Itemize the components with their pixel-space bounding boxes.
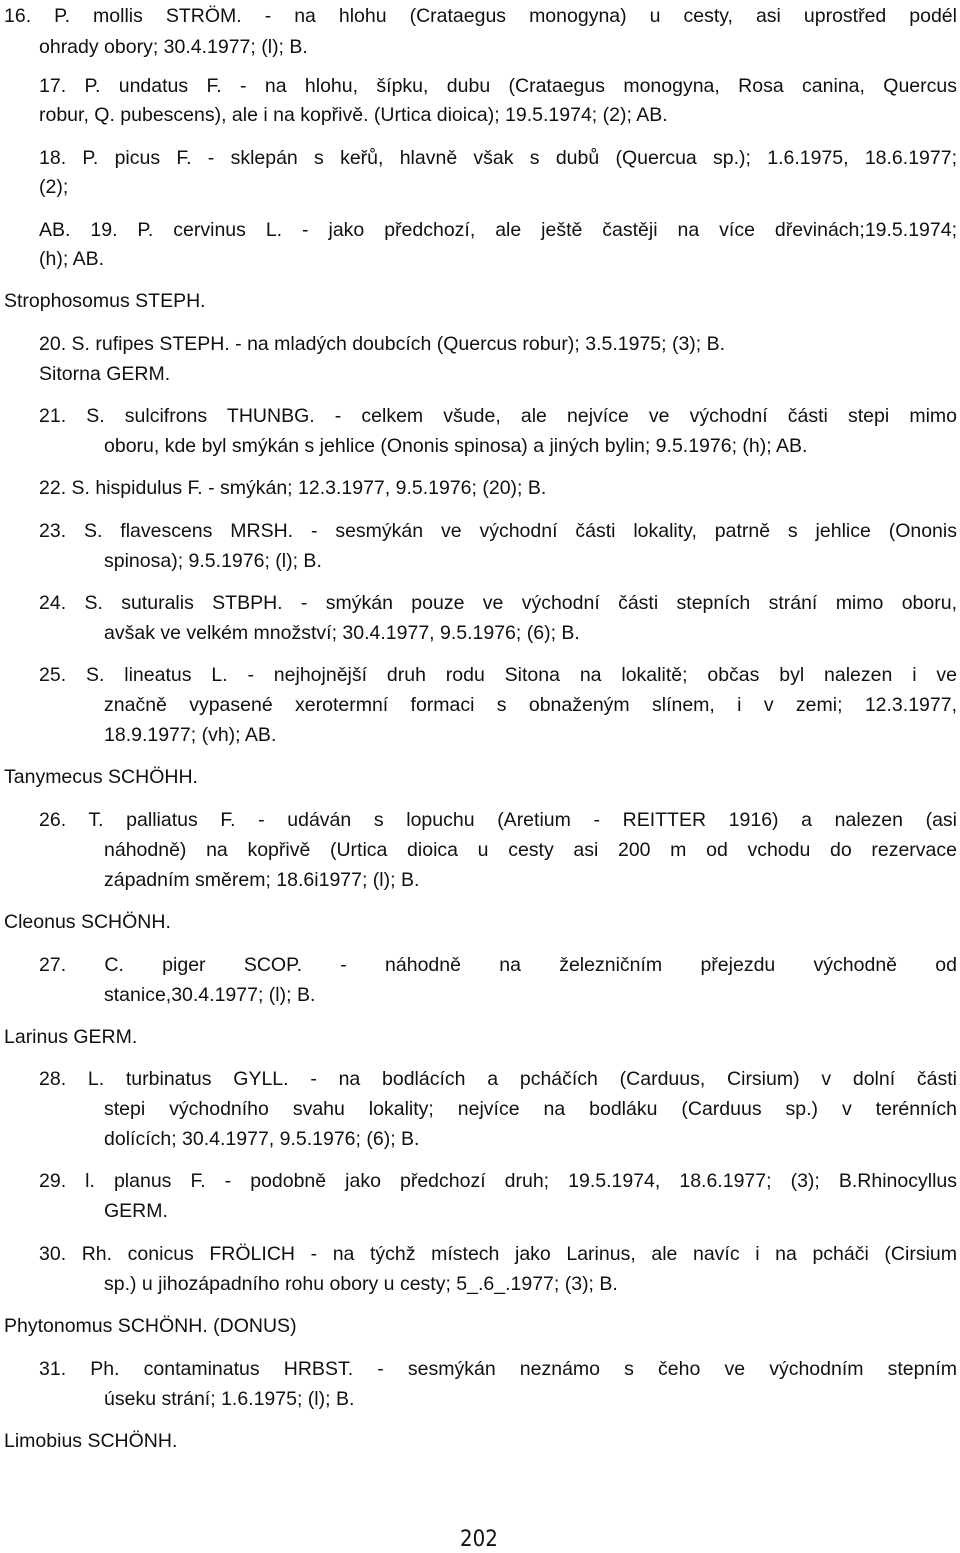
text-line: avšak ve velkém množství; 30.4.1977, 9.5.1976; (6); B. — [104, 622, 580, 644]
genus-heading: Strophosomus STEPH. — [4, 290, 206, 312]
text-line: oboru, kde byl smýkán s jehlice (Ononis spinosa) a jiných bylin; 9.5.1976; (h); AB. — [104, 435, 808, 457]
text-line: dolících; 30.4.1977, 9.5.1976; (6); B. — [104, 1128, 420, 1150]
text-line: GERM. — [104, 1200, 168, 1222]
text-line: náhodně) na kopřivě (Urtica dioica u cesty asi 200 m od vchodu do rezervace — [104, 839, 957, 861]
text-line: (2); — [39, 176, 69, 198]
text-line: 20. S. rufipes STEPH. - na mladých doubcích (Quercus robur); 3.5.1975; (3); B. — [39, 333, 726, 355]
genus-heading: Tanymecus SCHÖHH. — [4, 766, 198, 788]
text-line: 24. S. suturalis STBPH. - smýkán pouze ve východní části stepních strání mimo oboru, — [39, 592, 957, 614]
text-line: 18. P. picus F. - sklepán s keřů, hlavně však s dubů (Quercua sp.); 1.6.1975, 18.6.1977; — [39, 147, 957, 169]
genus-heading: Limobius SCHÖNH. — [4, 1430, 178, 1452]
text-line: 16. P. mollis STRÖM. - na hlohu (Crataegus monogyna) u cesty, asi uprostřed podél — [4, 5, 957, 27]
text-line: značně vypasené xerotermní formaci s obnaženým slínem, i v zemi; 12.3.1977, — [104, 694, 957, 716]
text-line: AB. 19. P. cervinus L. - jako předchozí, ale ještě častěji na více dřevinách;19.5.1974; — [39, 219, 957, 241]
text-line: sp.) u jihozápadního rohu obory u cesty; 5_.6_.1977; (3); B. — [104, 1273, 618, 1295]
text-line: 21. S. sulcifrons THUNBG. - celkem všude, ale nejvíce ve východní části stepi mimo — [39, 405, 957, 427]
text-line: 22. S. hispidulus F. - smýkán; 12.3.1977, 9.5.1976; (20); B. — [39, 477, 547, 499]
genus-heading: Larinus GERM. — [4, 1026, 138, 1048]
text-line: 17. P. undatus F. - na hlohu, šípku, dubu (Crataegus monogyna, Rosa canina, Quercus — [39, 75, 957, 97]
text-line: 25. S. lineatus L. - nejhojnější druh rodu Sitona na lokalitě; občas byl nalezen i ve — [39, 664, 957, 686]
text-line: úseku strání; 1.6.1975; (l); B. — [104, 1388, 355, 1410]
text-line: 29. l. planus F. - podobně jako předchozí druh; 19.5.1974, 18.6.1977; (3); B.Rhinocyllus — [39, 1170, 957, 1192]
text-line: 27. C. piger SCOP. - náhodně na železničním přejezdu východně od — [39, 954, 957, 976]
genus-heading: Sitorna GERM. — [39, 363, 171, 385]
page-number: 202 — [460, 1527, 498, 1552]
text-line: stanice,30.4.1977; (l); B. — [104, 984, 316, 1006]
text-line: 28. L. turbinatus GYLL. - na bodlácích a pcháčích (Carduus, Cirsium) v dolní části — [39, 1068, 957, 1090]
text-line: robur, Q. pubescens), ale i na kopřivě. (Urtica dioica); 19.5.1974; (2); AB. — [39, 104, 668, 126]
text-line: 31. Ph. contaminatus HRBST. - sesmýkán neznámo s čeho ve východním stepním — [39, 1358, 957, 1380]
text-line: ohrady obory; 30.4.1977; (l); B. — [39, 36, 308, 58]
text-line: 23. S. flavescens MRSH. - sesmýkán ve východní části lokality, patrně s jehlice (Ononis — [39, 520, 957, 542]
text-line: spinosa); 9.5.1976; (l); B. — [104, 550, 322, 572]
text-line: (h); AB. — [39, 248, 105, 270]
text-line: 30. Rh. conicus FRÖLICH - na týchž místech jako Larinus, ale navíc i na pcháči (Cirsium — [39, 1243, 957, 1265]
text-line: stepi východního svahu lokality; nejvíce na bodláku (Carduus sp.) v terénních — [104, 1098, 957, 1120]
text-line: západním směrem; 18.6i1977; (l); B. — [104, 869, 420, 891]
genus-heading: Phytonomus SCHÖNH. (DONUS) — [4, 1315, 297, 1337]
genus-heading: Cleonus SCHÖNH. — [4, 911, 171, 933]
text-line: 18.9.1977; (vh); AB. — [104, 724, 277, 746]
text-line: 26. T. palliatus F. - udáván s lopuchu (Aretium - REITTER 1916) a nalezen (asi — [39, 809, 957, 831]
